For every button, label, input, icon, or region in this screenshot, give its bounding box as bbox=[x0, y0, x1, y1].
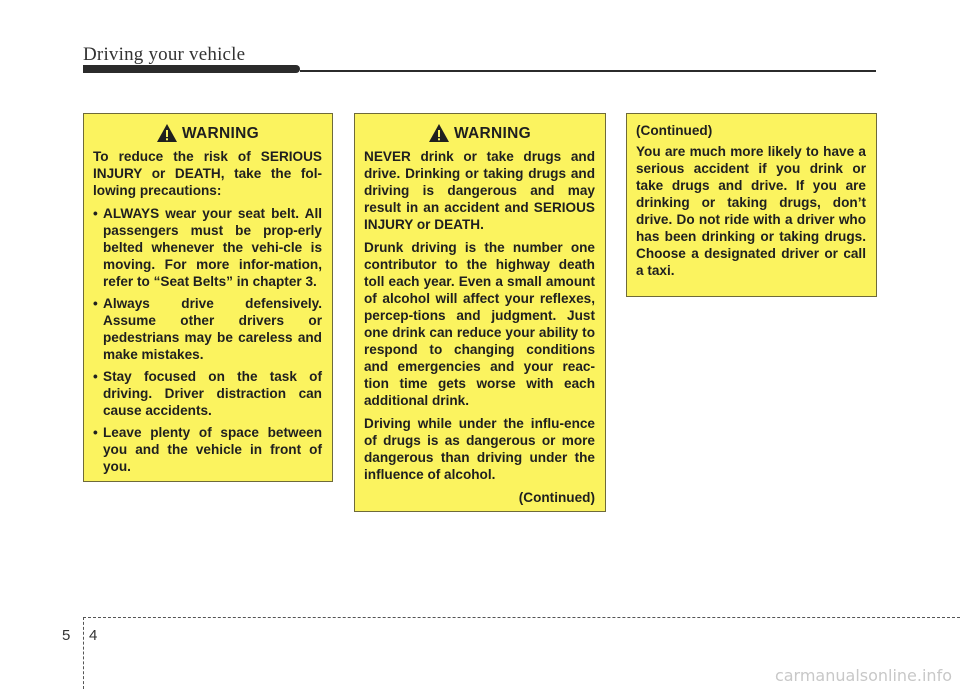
warning-title: WARNING bbox=[181, 124, 259, 142]
bullet-dot: • bbox=[93, 425, 98, 440]
bullet-dot: • bbox=[93, 369, 98, 384]
page-number: 4 bbox=[89, 627, 98, 644]
warning-box-drinking bbox=[354, 113, 606, 512]
list-item bbox=[93, 295, 322, 363]
watermark-text: carmanualsonline.info bbox=[774, 666, 952, 685]
warning-paragraph: Drunk driving is the number one contributor to the highway death toll each year. Even a small amount of alcohol will affect your reflexes, percep-tions and judgment. Just one drink can reduce your ability to respond to changing conditions and emergencies and your reac-tion time gets worse with each additional drink. bbox=[364, 240, 595, 408]
warning-triangle-icon bbox=[428, 123, 450, 143]
warning-box-continued bbox=[626, 113, 877, 297]
list-item-text: Always drive defensively. Assume other drivers or pedestrians may be careless and make mistakes. bbox=[103, 296, 322, 362]
warning-paragraph: You are much more likely to have a serious accident if you drink or take drugs and drive. If you are drinking or taking drugs, don’t drive. Do not ride with a driver who has been drinking or taking drugs. Choose a designated driver or call a taxi. bbox=[636, 144, 866, 278]
warning-intro-text: To reduce the risk of SERIOUS INJURY or DEATH, take the fol-lowing precautions: bbox=[93, 149, 322, 198]
warning-title: WARNING bbox=[453, 124, 531, 142]
warning-heading bbox=[93, 122, 322, 144]
warning-triangle-icon bbox=[156, 123, 178, 143]
list-item-text: ALWAYS wear your seat belt. All passengers must be prop-erly belted whenever the vehi-cle is moving. For more infor-mation, refer to “Seat Belts” in chapter 3. bbox=[103, 206, 322, 289]
list-item bbox=[93, 368, 322, 419]
warning-box-seat-belt bbox=[83, 113, 333, 482]
footer-rule bbox=[83, 617, 960, 618]
precautions-list bbox=[93, 205, 322, 475]
continued-heading: (Continued) bbox=[636, 123, 713, 138]
warning-heading bbox=[364, 122, 595, 144]
footer-divider bbox=[83, 617, 85, 689]
list-item-text: Leave plenty of space between you and the vehicle in front of you. bbox=[103, 425, 322, 474]
warning-paragraph: NEVER drink or take drugs and drive. Drinking or taking drugs and driving is dangerous and may result in an accident and SERIOUS INJURY or DEATH. bbox=[364, 149, 595, 232]
header-rule-thin bbox=[300, 70, 876, 72]
bullet-dot: • bbox=[93, 296, 98, 311]
list-item bbox=[93, 205, 322, 290]
warning-paragraph: Driving while under the influ-ence of drugs is as dangerous or more dangerous than driving under the influence of alcohol. bbox=[364, 416, 595, 482]
list-item-text: Stay focused on the task of driving. Driver distraction can cause accidents. bbox=[103, 369, 322, 418]
page-header-title: Driving your vehicle bbox=[83, 44, 246, 65]
bullet-dot: • bbox=[93, 206, 98, 221]
header-rule-thick bbox=[83, 65, 300, 73]
chapter-number: 5 bbox=[62, 627, 71, 644]
continued-label: (Continued) bbox=[518, 490, 595, 505]
list-item bbox=[93, 424, 322, 475]
